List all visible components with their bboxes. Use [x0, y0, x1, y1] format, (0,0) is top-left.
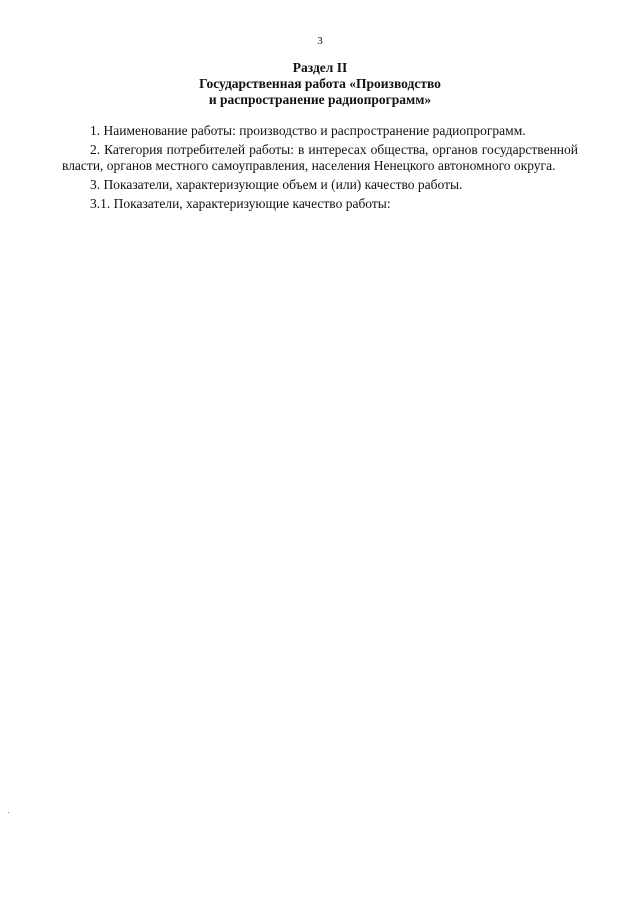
section-heading	[0, 60, 640, 108]
paragraph-consumer-category: 2. Категория потребителей работы: в интересах общества, органов государственной власти, органов местного самоуправления, населения Ненецкого автономного округа.	[62, 142, 578, 173]
paragraph-indicators: 3. Показатели, характеризующие объем и (или) качество работы.	[90, 177, 463, 192]
work-title-line-2: и распространение радиопрограмм»	[208, 92, 432, 107]
work-title-line-1: Государственная работа «Производство	[199, 76, 441, 91]
scan-speck	[8, 812, 9, 813]
document-body	[62, 123, 578, 212]
page-number: 3	[317, 35, 323, 47]
section-title: Раздел II	[292, 60, 348, 75]
paragraph-work-name: 1. Наименование работы: производство и распространение радиопрограмм.	[90, 123, 526, 138]
paragraph-quality-indicators: 3.1. Показатели, характеризующие качество работы:	[90, 196, 391, 211]
